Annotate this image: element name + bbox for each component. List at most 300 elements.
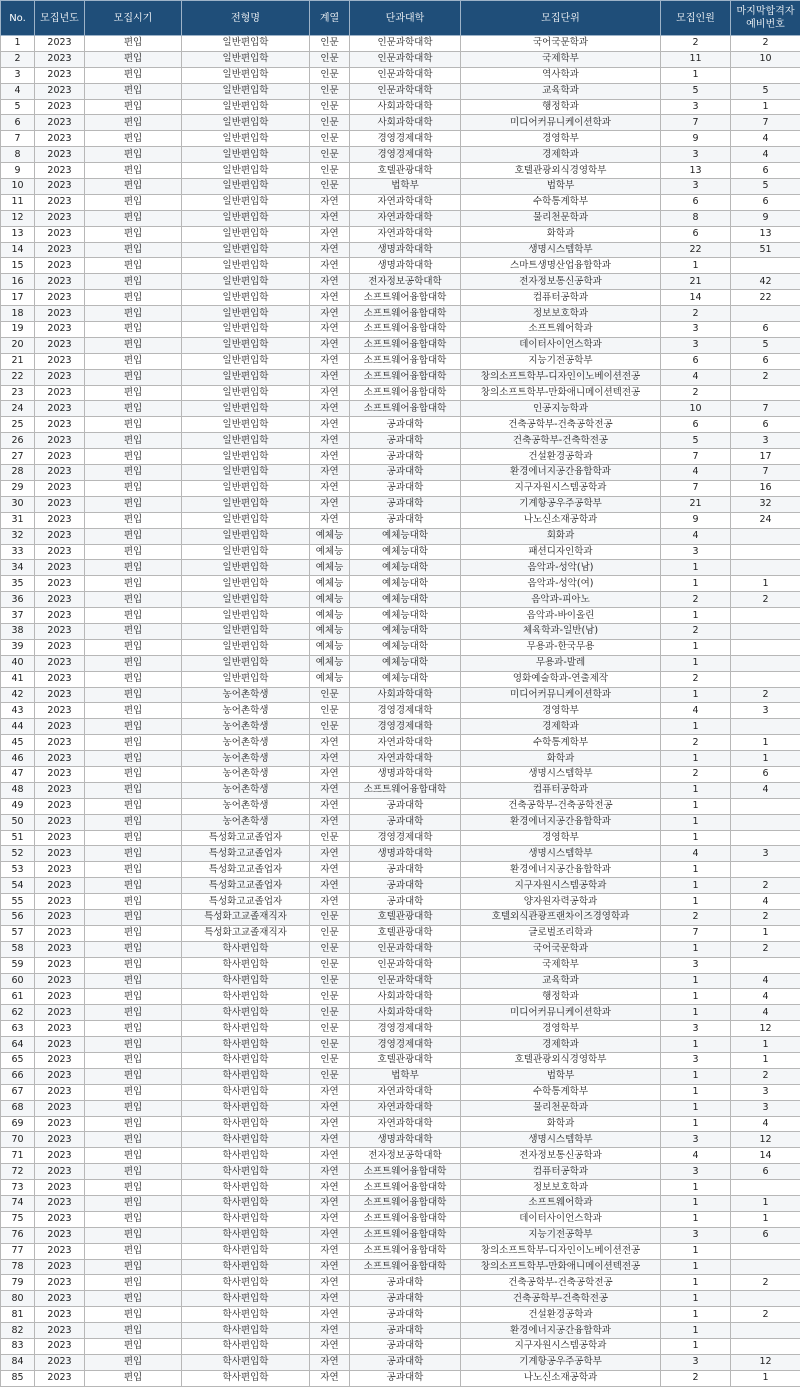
cell-year: 2023: [35, 385, 85, 401]
cell-admission-type: 학사편입학: [182, 1323, 310, 1339]
cell-no: 59: [1, 957, 35, 973]
header-row: [1, 1, 800, 36]
cell-quota: 3: [661, 957, 731, 973]
cell-college: 경영경제대학: [350, 719, 461, 735]
table-row: [1, 703, 800, 719]
cell-period: 편입: [85, 496, 182, 512]
cell-admission-type: 일반편입학: [182, 576, 310, 592]
cell-year: 2023: [35, 1180, 85, 1196]
cell-period: 편입: [85, 592, 182, 608]
cell-year: 2023: [35, 179, 85, 195]
cell-college: 소프트웨어융합대학: [350, 1227, 461, 1243]
cell-year: 2023: [35, 115, 85, 131]
cell-year: 2023: [35, 433, 85, 449]
cell-waitlist: [731, 528, 800, 544]
cell-waitlist: [731, 544, 800, 560]
cell-year: 2023: [35, 1307, 85, 1323]
cell-college: 소프트웨어융합대학: [350, 1243, 461, 1259]
cell-quota: 1: [661, 1243, 731, 1259]
cell-department: 글로벌조리학과: [461, 925, 661, 941]
cell-no: 12: [1, 210, 35, 226]
cell-period: 편입: [85, 925, 182, 941]
cell-period: 편입: [85, 51, 182, 67]
cell-admission-type: 학사편입학: [182, 1196, 310, 1212]
header-quota: 모집인원: [661, 1, 731, 36]
cell-period: 편입: [85, 179, 182, 195]
cell-no: 55: [1, 894, 35, 910]
cell-department: 호텔외식관광프랜차이즈경영학과: [461, 909, 661, 925]
cell-quota: 5: [661, 433, 731, 449]
cell-track: 인문: [310, 83, 350, 99]
cell-track: 예체능: [310, 544, 350, 560]
cell-admission-type: 일반편입학: [182, 369, 310, 385]
cell-no: 48: [1, 782, 35, 798]
cell-college: 경영경제대학: [350, 703, 461, 719]
table-row: [1, 1259, 800, 1275]
cell-admission-type: 일반편입학: [182, 623, 310, 639]
cell-no: 47: [1, 766, 35, 782]
cell-period: 편입: [85, 1132, 182, 1148]
cell-college: 경영경제대학: [350, 131, 461, 147]
cell-quota: 6: [661, 194, 731, 210]
cell-quota: 4: [661, 528, 731, 544]
cell-waitlist: 1: [731, 99, 800, 115]
cell-track: 자연: [310, 782, 350, 798]
cell-department: 경제학과: [461, 1037, 661, 1053]
cell-quota: 13: [661, 163, 731, 179]
cell-period: 편입: [85, 131, 182, 147]
cell-track: 자연: [310, 210, 350, 226]
cell-track: 자연: [310, 894, 350, 910]
header-college: 단과대학: [350, 1, 461, 36]
cell-college: 호텔관광대학: [350, 1053, 461, 1069]
cell-year: 2023: [35, 989, 85, 1005]
table-row: [1, 1243, 800, 1259]
cell-no: 82: [1, 1323, 35, 1339]
table-row: [1, 1291, 800, 1307]
cell-track: 인문: [310, 830, 350, 846]
cell-track: 자연: [310, 258, 350, 274]
cell-college: 전자정보공학대학: [350, 274, 461, 290]
cell-college: 공과대학: [350, 798, 461, 814]
cell-college: 소프트웨어융합대학: [350, 1211, 461, 1227]
cell-track: 자연: [310, 337, 350, 353]
cell-quota: 1: [661, 782, 731, 798]
cell-admission-type: 일반편입학: [182, 131, 310, 147]
cell-no: 66: [1, 1068, 35, 1084]
table-row: [1, 274, 800, 290]
cell-track: 예체능: [310, 639, 350, 655]
cell-college: 예체능대학: [350, 528, 461, 544]
cell-quota: 6: [661, 417, 731, 433]
cell-track: 자연: [310, 417, 350, 433]
header-period: 모집시기: [85, 1, 182, 36]
cell-admission-type: 학사편입학: [182, 1084, 310, 1100]
cell-admission-type: 학사편입학: [182, 989, 310, 1005]
cell-quota: 2: [661, 385, 731, 401]
cell-college: 호텔관광대학: [350, 925, 461, 941]
cell-year: 2023: [35, 798, 85, 814]
table-row: [1, 290, 800, 306]
cell-waitlist: [731, 1323, 800, 1339]
cell-waitlist: 4: [731, 973, 800, 989]
cell-department: 생명시스템학부: [461, 766, 661, 782]
cell-admission-type: 일반편입학: [182, 274, 310, 290]
cell-no: 1: [1, 36, 35, 52]
cell-college: 공과대학: [350, 1370, 461, 1386]
cell-waitlist: 1: [731, 1037, 800, 1053]
cell-quota: 2: [661, 671, 731, 687]
cell-no: 11: [1, 194, 35, 210]
cell-admission-type: 특성화고교졸업자: [182, 830, 310, 846]
cell-department: 경제학과: [461, 147, 661, 163]
cell-period: 편입: [85, 576, 182, 592]
cell-department: 법학부: [461, 179, 661, 195]
cell-department: 전자정보통신공학과: [461, 274, 661, 290]
cell-no: 4: [1, 83, 35, 99]
cell-no: 13: [1, 226, 35, 242]
cell-quota: 1: [661, 751, 731, 767]
cell-period: 편입: [85, 67, 182, 83]
cell-year: 2023: [35, 322, 85, 338]
cell-waitlist: 16: [731, 480, 800, 496]
cell-track: 자연: [310, 1227, 350, 1243]
table-row: [1, 862, 800, 878]
cell-waitlist: 3: [731, 1100, 800, 1116]
cell-no: 53: [1, 862, 35, 878]
cell-period: 편입: [85, 480, 182, 496]
cell-year: 2023: [35, 639, 85, 655]
cell-track: 예체능: [310, 592, 350, 608]
cell-waitlist: 42: [731, 274, 800, 290]
cell-department: 데이터사이언스학과: [461, 337, 661, 353]
cell-no: 79: [1, 1275, 35, 1291]
cell-period: 편입: [85, 894, 182, 910]
cell-period: 편입: [85, 544, 182, 560]
cell-track: 자연: [310, 465, 350, 481]
cell-year: 2023: [35, 480, 85, 496]
cell-department: 국어국문학과: [461, 941, 661, 957]
cell-track: 인문: [310, 131, 350, 147]
table-row: [1, 163, 800, 179]
cell-department: 스마트생명산업융합학과: [461, 258, 661, 274]
cell-quota: 1: [661, 973, 731, 989]
cell-department: 기계항공우주공학부: [461, 1354, 661, 1370]
table-row: [1, 353, 800, 369]
cell-year: 2023: [35, 210, 85, 226]
cell-college: 예체능대학: [350, 560, 461, 576]
table-row: [1, 1275, 800, 1291]
cell-track: 인문: [310, 957, 350, 973]
table-row: [1, 385, 800, 401]
cell-waitlist: 6: [731, 163, 800, 179]
cell-period: 편입: [85, 369, 182, 385]
cell-year: 2023: [35, 751, 85, 767]
cell-period: 편입: [85, 703, 182, 719]
cell-year: 2023: [35, 1259, 85, 1275]
cell-track: 자연: [310, 401, 350, 417]
cell-admission-type: 학사편입학: [182, 1291, 310, 1307]
cell-admission-type: 학사편입학: [182, 1164, 310, 1180]
cell-year: 2023: [35, 353, 85, 369]
cell-admission-type: 학사편입학: [182, 1021, 310, 1037]
table-row: [1, 925, 800, 941]
cell-track: 자연: [310, 1243, 350, 1259]
cell-track: 인문: [310, 1068, 350, 1084]
cell-no: 41: [1, 671, 35, 687]
cell-no: 26: [1, 433, 35, 449]
cell-college: 공과대학: [350, 1323, 461, 1339]
cell-college: 호텔관광대학: [350, 909, 461, 925]
cell-department: 데이터사이언스학과: [461, 1211, 661, 1227]
cell-year: 2023: [35, 242, 85, 258]
cell-no: 67: [1, 1084, 35, 1100]
cell-waitlist: 2: [731, 1307, 800, 1323]
cell-admission-type: 학사편입학: [182, 1132, 310, 1148]
cell-no: 29: [1, 480, 35, 496]
cell-quota: 1: [661, 1180, 731, 1196]
cell-waitlist: 4: [731, 147, 800, 163]
cell-track: 인문: [310, 163, 350, 179]
table-row: [1, 480, 800, 496]
cell-no: 70: [1, 1132, 35, 1148]
table-row: [1, 322, 800, 338]
cell-no: 44: [1, 719, 35, 735]
cell-admission-type: 학사편입학: [182, 957, 310, 973]
cell-admission-type: 농어촌학생: [182, 814, 310, 830]
cell-admission-type: 특성화고교졸재직자: [182, 909, 310, 925]
cell-period: 편입: [85, 735, 182, 751]
cell-admission-type: 일반편입학: [182, 83, 310, 99]
cell-period: 편입: [85, 115, 182, 131]
cell-admission-type: 일반편입학: [182, 544, 310, 560]
cell-track: 자연: [310, 1291, 350, 1307]
cell-year: 2023: [35, 1053, 85, 1069]
table-row: [1, 36, 800, 52]
cell-track: 자연: [310, 1196, 350, 1212]
cell-period: 편입: [85, 1053, 182, 1069]
cell-department: 행정학과: [461, 99, 661, 115]
cell-period: 편입: [85, 1164, 182, 1180]
cell-admission-type: 일반편입학: [182, 385, 310, 401]
cell-track: 자연: [310, 480, 350, 496]
cell-college: 자연과학대학: [350, 226, 461, 242]
cell-no: 25: [1, 417, 35, 433]
cell-department: 컴퓨터공학과: [461, 1164, 661, 1180]
cell-track: 인문: [310, 147, 350, 163]
cell-waitlist: [731, 258, 800, 274]
cell-year: 2023: [35, 147, 85, 163]
cell-track: 인문: [310, 1005, 350, 1021]
cell-period: 편입: [85, 941, 182, 957]
cell-period: 편입: [85, 560, 182, 576]
cell-year: 2023: [35, 544, 85, 560]
cell-period: 편입: [85, 1211, 182, 1227]
cell-college: 공과대학: [350, 465, 461, 481]
cell-no: 64: [1, 1037, 35, 1053]
table-row: [1, 894, 800, 910]
cell-track: 자연: [310, 878, 350, 894]
cell-period: 편입: [85, 83, 182, 99]
cell-waitlist: [731, 655, 800, 671]
table-row: [1, 782, 800, 798]
cell-admission-type: 학사편입학: [182, 1116, 310, 1132]
table-row: [1, 957, 800, 973]
cell-no: 36: [1, 592, 35, 608]
cell-quota: 9: [661, 512, 731, 528]
cell-period: 편입: [85, 1037, 182, 1053]
cell-waitlist: 7: [731, 465, 800, 481]
table-row: [1, 1307, 800, 1323]
cell-year: 2023: [35, 687, 85, 703]
cell-track: 자연: [310, 242, 350, 258]
cell-no: 63: [1, 1021, 35, 1037]
cell-period: 편입: [85, 1180, 182, 1196]
table-row: [1, 449, 800, 465]
cell-period: 편입: [85, 1275, 182, 1291]
cell-quota: 3: [661, 1227, 731, 1243]
cell-waitlist: [731, 385, 800, 401]
cell-college: 소프트웨어융합대학: [350, 353, 461, 369]
cell-quota: 1: [661, 798, 731, 814]
cell-waitlist: 1: [731, 751, 800, 767]
cell-period: 편입: [85, 1196, 182, 1212]
cell-admission-type: 학사편입학: [182, 1339, 310, 1355]
cell-period: 편입: [85, 433, 182, 449]
table-row: [1, 846, 800, 862]
cell-waitlist: [731, 1259, 800, 1275]
cell-quota: 1: [661, 639, 731, 655]
table-row: [1, 560, 800, 576]
cell-waitlist: 6: [731, 322, 800, 338]
table-row: [1, 306, 800, 322]
cell-quota: 2: [661, 1370, 731, 1386]
cell-department: 소프트웨어학과: [461, 322, 661, 338]
cell-admission-type: 일반편입학: [182, 163, 310, 179]
cell-admission-type: 일반편입학: [182, 258, 310, 274]
cell-year: 2023: [35, 1116, 85, 1132]
cell-period: 편입: [85, 449, 182, 465]
cell-period: 편입: [85, 608, 182, 624]
cell-department: 패션디자인학과: [461, 544, 661, 560]
cell-year: 2023: [35, 560, 85, 576]
cell-admission-type: 농어촌학생: [182, 751, 310, 767]
cell-year: 2023: [35, 894, 85, 910]
cell-no: 57: [1, 925, 35, 941]
cell-waitlist: 3: [731, 1084, 800, 1100]
cell-waitlist: 12: [731, 1132, 800, 1148]
cell-no: 78: [1, 1259, 35, 1275]
cell-waitlist: 6: [731, 353, 800, 369]
cell-track: 자연: [310, 274, 350, 290]
cell-waitlist: [731, 1243, 800, 1259]
cell-period: 편입: [85, 1148, 182, 1164]
cell-department: 회화과: [461, 528, 661, 544]
cell-no: 38: [1, 623, 35, 639]
cell-quota: 3: [661, 322, 731, 338]
cell-waitlist: 12: [731, 1021, 800, 1037]
table-row: [1, 226, 800, 242]
cell-college: 소프트웨어융합대학: [350, 1259, 461, 1275]
cell-waitlist: [731, 67, 800, 83]
table-row: [1, 1148, 800, 1164]
cell-no: 69: [1, 1116, 35, 1132]
cell-waitlist: [731, 560, 800, 576]
cell-quota: 1: [661, 576, 731, 592]
cell-period: 편입: [85, 337, 182, 353]
cell-period: 편입: [85, 1323, 182, 1339]
cell-college: 자연과학대학: [350, 1116, 461, 1132]
cell-no: 17: [1, 290, 35, 306]
cell-year: 2023: [35, 1100, 85, 1116]
header-last-waitlist-line2: 예비번호: [731, 18, 800, 31]
cell-period: 편입: [85, 973, 182, 989]
cell-quota: 4: [661, 1148, 731, 1164]
cell-department: 창의소프트학부-만화애니메이션텍전공: [461, 385, 661, 401]
cell-waitlist: 17: [731, 449, 800, 465]
cell-department: 정보보호학과: [461, 306, 661, 322]
cell-waitlist: 2: [731, 878, 800, 894]
cell-waitlist: 4: [731, 1005, 800, 1021]
cell-no: 74: [1, 1196, 35, 1212]
cell-no: 20: [1, 337, 35, 353]
cell-year: 2023: [35, 67, 85, 83]
cell-waitlist: 4: [731, 131, 800, 147]
cell-no: 23: [1, 385, 35, 401]
table-row: [1, 1323, 800, 1339]
cell-quota: 1: [661, 1259, 731, 1275]
cell-admission-type: 일반편입학: [182, 36, 310, 52]
cell-quota: 10: [661, 401, 731, 417]
cell-waitlist: [731, 719, 800, 735]
cell-admission-type: 일반편입학: [182, 528, 310, 544]
cell-waitlist: 6: [731, 766, 800, 782]
cell-waitlist: 1: [731, 1370, 800, 1386]
cell-department: 환경에너지공간융합학과: [461, 465, 661, 481]
table-row: [1, 639, 800, 655]
cell-department: 창의소프트학부-디자인이노베이션전공: [461, 1243, 661, 1259]
cell-department: 창의소프트학부-디자인이노베이션전공: [461, 369, 661, 385]
cell-track: 인문: [310, 67, 350, 83]
cell-year: 2023: [35, 1068, 85, 1084]
cell-admission-type: 일반편입학: [182, 449, 310, 465]
cell-period: 편입: [85, 290, 182, 306]
cell-admission-type: 농어촌학생: [182, 766, 310, 782]
cell-period: 편입: [85, 1068, 182, 1084]
cell-track: 예체능: [310, 560, 350, 576]
cell-quota: 3: [661, 147, 731, 163]
table-row: [1, 1164, 800, 1180]
cell-quota: 2: [661, 909, 731, 925]
cell-no: 19: [1, 322, 35, 338]
cell-quota: 3: [661, 179, 731, 195]
table-row: [1, 751, 800, 767]
cell-track: 자연: [310, 512, 350, 528]
cell-college: 소프트웨어융합대학: [350, 290, 461, 306]
cell-quota: 2: [661, 766, 731, 782]
cell-no: 6: [1, 115, 35, 131]
cell-no: 50: [1, 814, 35, 830]
cell-college: 공과대학: [350, 480, 461, 496]
cell-year: 2023: [35, 306, 85, 322]
cell-department: 생명시스템학부: [461, 242, 661, 258]
table-row: [1, 1053, 800, 1069]
cell-college: 예체능대학: [350, 592, 461, 608]
cell-college: 소프트웨어융합대학: [350, 385, 461, 401]
cell-no: 27: [1, 449, 35, 465]
cell-waitlist: [731, 814, 800, 830]
cell-year: 2023: [35, 1243, 85, 1259]
